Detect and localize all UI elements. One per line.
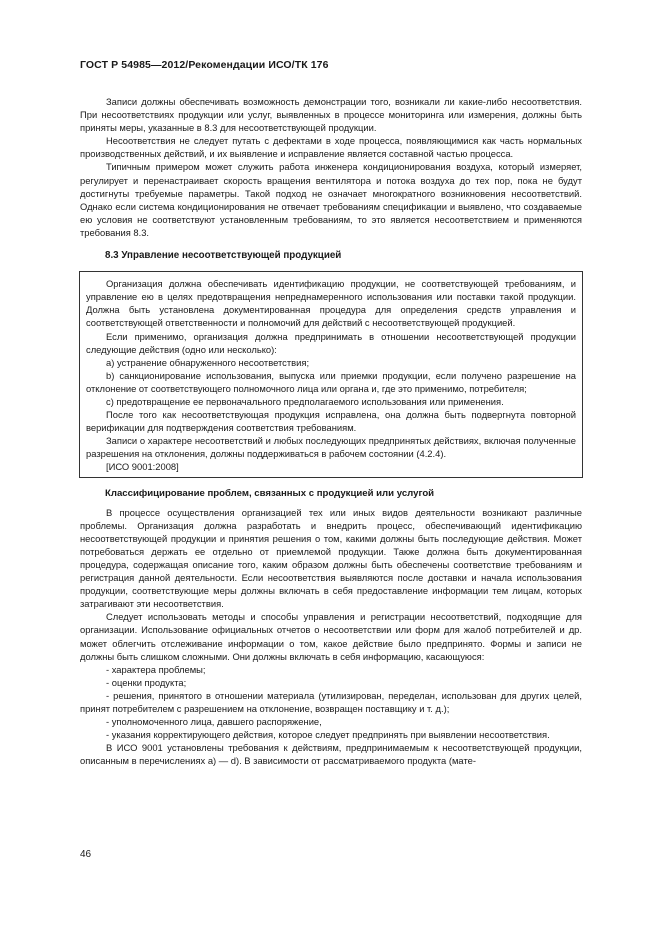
box-paragraph: Если применимо, организация должна предпринимать в отношении несоответствующей продукции следующие действия (одно или несколько): <box>86 330 576 355</box>
list-item: - решения, принятого в отношении материала (утилизирован, переделан, использован для других целей, принят потребителем с разрешением на отклонение, возвращен поставщику и т. д.); <box>80 689 582 715</box>
paragraph: В ИСО 9001 установлены требования к действиям, предпринимаемым к несоответствующей продукции, описанным в перечислениях a) — d). В зависимости от рассматриваемого продукта (мате- <box>80 742 582 767</box>
page-number: 46 <box>80 849 92 860</box>
paragraph: Следует использовать методы и способы управления и регистрации несоответствий, подходящие для организации. Использование официальных отчетов о несоответствии или форм для жалоб потребителей и др. может облегчить отслеживание информации о том, какое действие было предпринято. Формы и записи не должны быть слишком сложными. Они должны включать в себя информацию, касающуюся: <box>80 611 582 662</box>
paragraph: Несоответствия не следует путать с дефектами в ходе процесса, появляющимися как часть нормальных производственных действий, и их выявление и исправление является составной частью процесса. <box>80 135 582 160</box>
box-reference: [ИСО 9001:2008] <box>106 461 179 473</box>
paragraph: Типичным примером может служить работа инженера кондиционирования воздуха, который измеряет, регулирует и перенастраивает скорость вращения вентилятора и потока воздуха до тех пор, пока не будут достигнуты требуемые параметры. Такой подход не означает многократного возникновения несоответствий. Однако если система кондиционирования не отвечает требованиям спецификации и выявлено, что создаваемые ею условия не соответствуют установленным требованиям, то это является несоответствием и применяются требования 8.3. <box>80 161 582 238</box>
section-title: 8.3 Управление несоответствующей продукцией <box>105 250 342 262</box>
list-item: - характера проблемы; <box>106 663 206 675</box>
document-header: ГОСТ Р 54985—2012/Рекомендации ИСО/ТК 176 <box>80 59 329 71</box>
document-body <box>80 95 582 768</box>
box-paragraph: После того как несоответствующая продукция исправлена, она должна быть подвергнута повторной верификации для подтверждения соответствия требованиям. <box>86 409 576 434</box>
quoted-standard-box <box>79 271 583 477</box>
box-list-item: a) устранение обнаруженного несоответствия; <box>106 356 310 368</box>
box-paragraph: Организация должна обеспечивать идентификацию продукции, не соответствующей требованиям, и управление ею в целях предотвращения непреднамеренного использования или поставки такой продукции. Должна быть установлена документированная процедура для определения средств управления и соответствующей ответственности и полномочий для действий с несоответствующей продукцией. <box>86 278 576 329</box>
paragraph: Записи должны обеспечивать возможность демонстрации того, возникали ли какие-либо несоответствия. При несоответствиях продукции или услуг, выявленных в процессе мониторинга или измерения, должны быть приняты меры, указанные в 8.3 для несоответствующей продукции. <box>80 96 582 134</box>
list-item: - уполномоченного лица, давшего распоряжение, <box>106 716 322 728</box>
list-item: - указания корректирующего действия, которое следует предпринять при выявлении несоответствия. <box>106 729 550 741</box>
paragraph: В процессе осуществления организацией тех или иных видов деятельности возникают различные проблемы. Организация должна разработать и внедрить процесс, обеспечивающий идентификацию несоответствующей продукции и принятия решения о том, какими должны быть последующие действия. Может потребоваться держать ее отдельно от приемлемой продукции. Также должна быть документированная процедура, содержащая описание того, каким образом должны быть обеспечены соответствие требованиям и регистрация данной деятельности. Если несоответствия выявляются после доставки и начала использования продукции, соответствующие меры должны включать в себя предоставление информации тем лицам, которых затрагивают эти несоответствия. <box>80 506 582 610</box>
list-item: - оценки продукта; <box>106 676 187 688</box>
subheading: Классифицирование проблем, связанных с продукцией или услугой <box>105 487 435 499</box>
box-list-item: b) санкционирование использования, выпуска или приемки продукции, если получено разрешение на отклонение от соответствующего полномочного лица или органа и, где это применимо, потребителя; <box>86 369 576 394</box>
box-list-item: c) предотвращение ее первоначального предполагаемого использования или применения. <box>106 395 504 407</box>
box-paragraph: Записи о характере несоответствий и любых последующих предпринятых действиях, включая полученные разрешения на отклонения, должны поддерживаться в рабочем состоянии (4.2.4). <box>86 435 576 460</box>
